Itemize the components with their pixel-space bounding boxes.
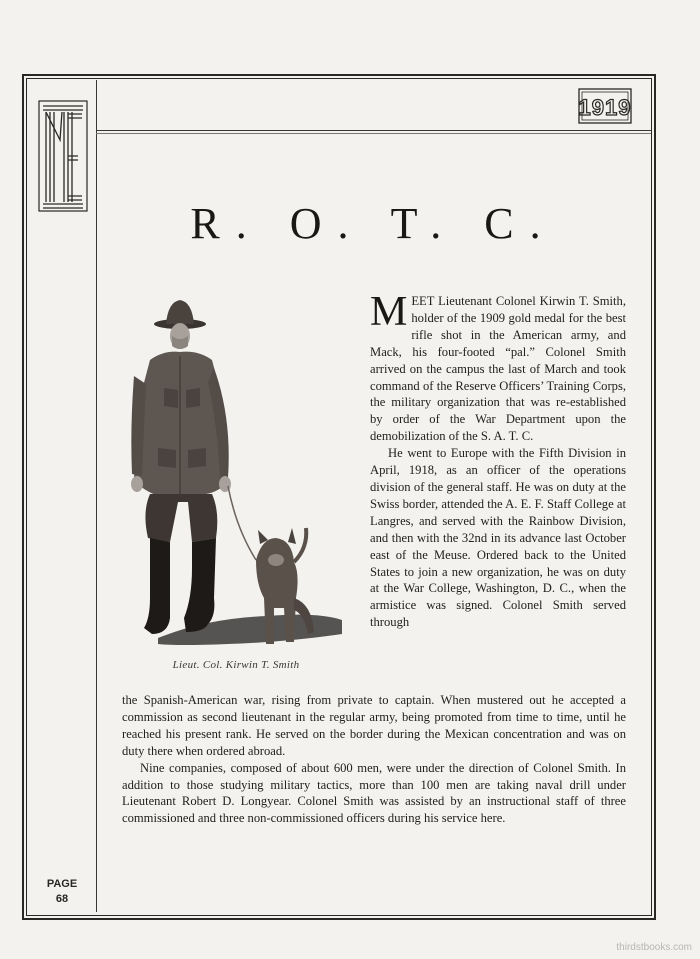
monogram-logo [38,100,88,212]
photo-caption: Lieut. Col. Kirwin T. Smith [172,659,300,671]
article-paragraph-3: Nine companies, composed of about 600 men, were under the direction of Colonel Smith. In addition to those studying military tactics, more than 100 men are taking naval drill under Lieutenant Robert D. Longyear. Colonel Smith was assisted by an instructional staff of three commissioned and three non-commissioned officers during his service here. [122,760,626,826]
page-word: PAGE [46,878,78,890]
page-number-label [40,877,84,907]
article-continuation [122,692,626,827]
svg-text:1919: 1919 [578,95,632,120]
officer-with-dog-photo [128,298,344,650]
article-paragraph-1 [370,289,626,445]
header-rule-secondary [96,133,651,134]
drop-cap: M [370,289,408,335]
paragraph-1-text: EET Lieutenant Colonel Kirwin T. Smith, holder of the 1909 gold medal for the best rifle shot in the American army, and Mack, his four-footed “pal.” Colonel Smith arrived on the campus the last of March and took command of the Reserve Officers’ Training Corps, the military organization that was re-established by order of the War Department upon the demobilization of the S. A. T. C. [370,294,626,444]
year-badge-logo [578,88,632,124]
article-paragraph-2: He went to Europe with the Fifth Division in April, 1918, as an officer of the operations division of the general staff. He was on duty at the Swiss border, attended the A. E. F. Staff College at Langres, and served with the Rainbow Division, and then with the 32nd in its advance last October east of the Meuse. Ordered back to the United States to join a new organization, he was on duty at the War College, Washington, D. C., when the armistice was signed. Colonel Smith served through [370,446,626,630]
article-paragraph-2-continued: the Spanish-American war, rising from private to captain. When mustered out he accepted a commission as second lieutenant in the regular army, being promoted from time to time, until he reached his present rank. He served on the border during the Mexican concentration and was on duty there when ordered abroad. [122,693,626,758]
page-title: R. O. T. C. [190,199,557,248]
watermark-text: thirdstbooks.com [616,942,692,953]
article-column [370,289,626,631]
header-rule [96,130,651,131]
page-number: 68 [55,893,69,905]
